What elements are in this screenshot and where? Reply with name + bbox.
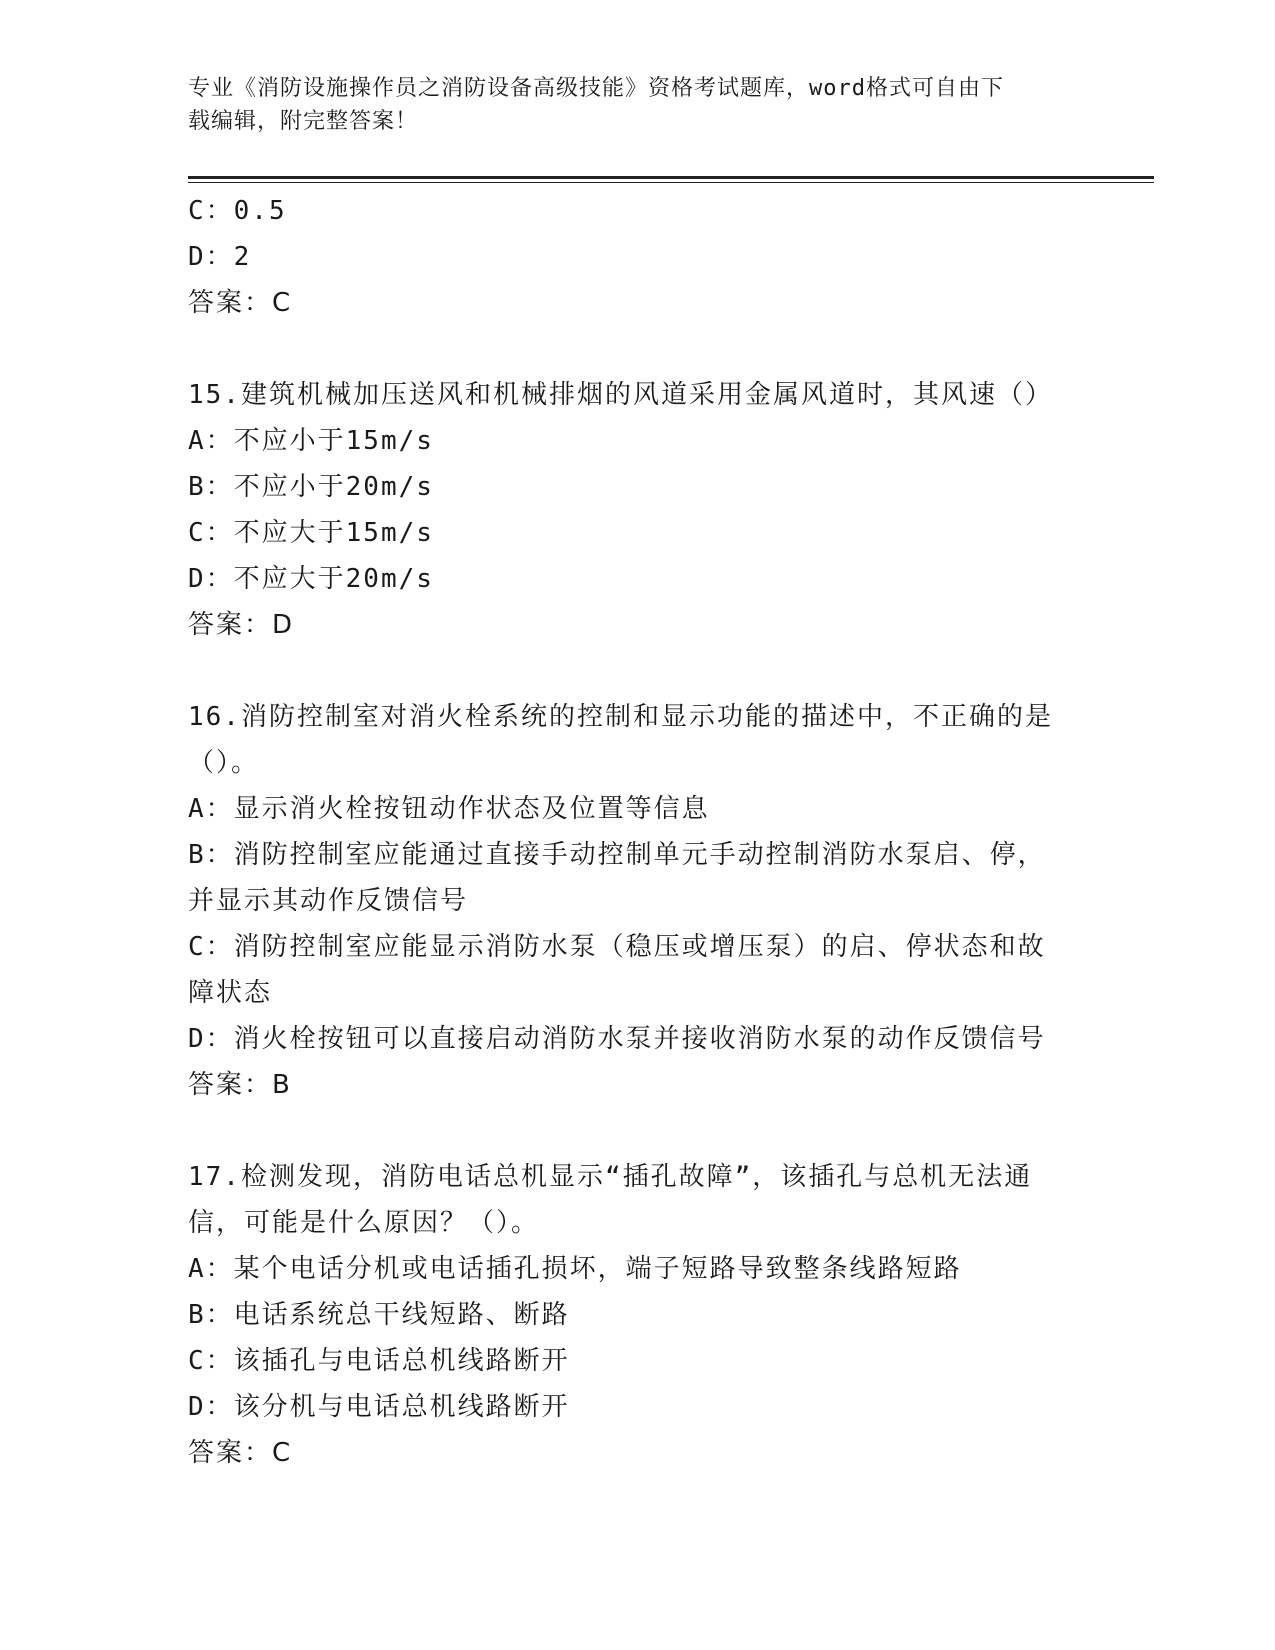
option-c-line-1: C：消防控制室应能显示消防水泵（稳压或增压泵）的启、停状态和故 xyxy=(188,932,1046,962)
header-divider-thick xyxy=(188,176,1154,179)
question-stem: 15.建筑机械加压送风和机械排烟的风道采用金属风道时，其风速（） xyxy=(188,380,1053,410)
answer-line: 答案：C xyxy=(188,288,293,318)
option-c: C：该插孔与电话总机线路断开 xyxy=(188,1346,570,1376)
option-a: A：某个电话分机或电话插孔损坏，端子短路导致整条线路短路 xyxy=(188,1254,962,1284)
question-stem-line-2: （）。 xyxy=(188,748,260,778)
answer-line: 答案：D xyxy=(188,610,295,640)
question-17 xyxy=(188,1154,1088,1476)
header-line-2: 载编辑，附完整答案！ xyxy=(188,109,419,134)
question-16 xyxy=(188,694,1088,1108)
question-15 xyxy=(188,372,1088,648)
option-c: C：0.5 xyxy=(188,196,287,226)
header-divider-thin xyxy=(188,182,1154,183)
answer-line: 答案：C xyxy=(188,1438,293,1468)
header-line-1: 专业《消防设施操作员之消防设备高级技能》资格考试题库，word格式可自由下 xyxy=(188,76,1004,101)
option-a: A：显示消火栓按钮动作状态及位置等信息 xyxy=(188,794,710,824)
option-a: A：不应小于15m/s xyxy=(188,426,434,456)
question-stem-line-2: 信，可能是什么原因？（）。 xyxy=(188,1208,540,1238)
option-d: D：不应大于20m/s xyxy=(188,564,434,594)
option-d: D：消火栓按钮可以直接启动消防水泵并接收消防水泵的动作反馈信号 xyxy=(188,1024,1046,1054)
page-header xyxy=(188,72,1088,138)
option-c-line-2: 障状态 xyxy=(188,978,273,1008)
question-list xyxy=(188,188,1088,1476)
question-stem-line-1: 17.检测发现，消防电话总机显示“插孔故障”，该插孔与总机无法通 xyxy=(188,1162,1033,1192)
option-b: B：电话系统总干线短路、断路 xyxy=(188,1300,570,1330)
option-b: B：不应小于20m/s xyxy=(188,472,434,502)
question-stem-line-1: 16.消防控制室对消火栓系统的控制和显示功能的描述中，不正确的是 xyxy=(188,702,1053,732)
spacer xyxy=(188,1108,1088,1154)
option-b-line-1: B：消防控制室应能通过直接手动控制单元手动控制消防水泵启、停， xyxy=(188,840,1046,870)
spacer xyxy=(188,648,1088,694)
option-d: D：2 xyxy=(188,242,252,272)
option-c: C：不应大于15m/s xyxy=(188,518,434,548)
question-14-continued xyxy=(188,188,1088,326)
option-b-line-2: 并显示其动作反馈信号 xyxy=(188,886,469,916)
option-d: D：该分机与电话总机线路断开 xyxy=(188,1392,570,1422)
answer-line: 答案：B xyxy=(188,1070,292,1100)
spacer xyxy=(188,326,1088,372)
